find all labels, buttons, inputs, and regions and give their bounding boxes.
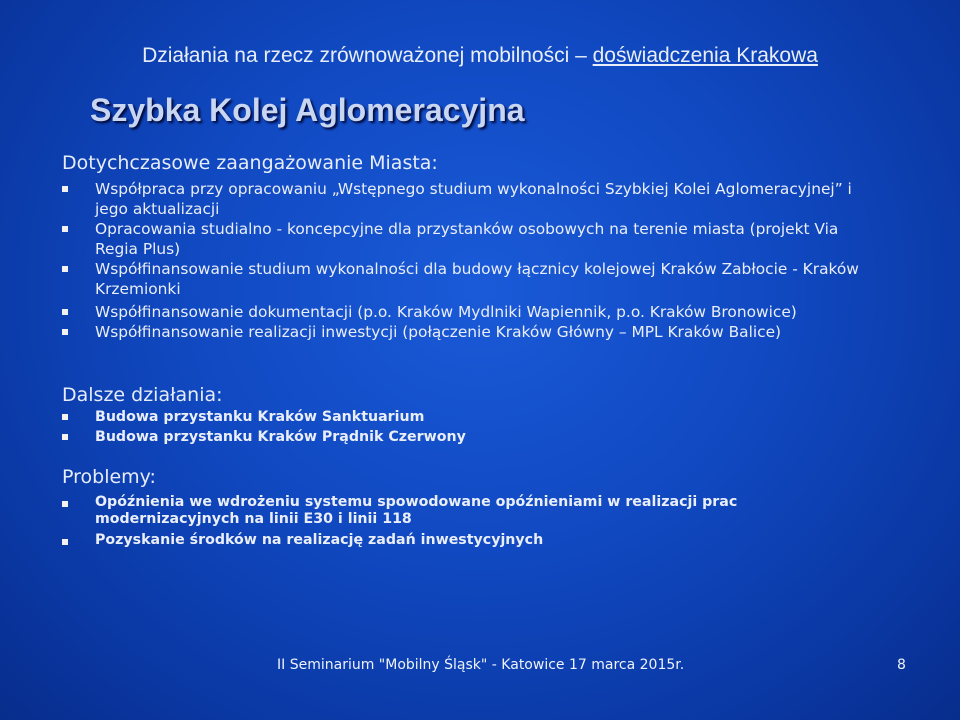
problems-list [62,494,822,553]
square-bullet-icon [62,434,68,440]
list-item-text: Współfinansowanie dokumentacji (p.o. Kraków Mydlniki Wapiennik, p.o. Kraków Bronowice) [95,303,797,321]
slide-header [0,44,960,68]
list-item [62,427,912,447]
square-bullet-icon [62,309,68,315]
current-engagement-list-cont [62,302,892,342]
square-bullet-icon [62,501,68,507]
square-bullet-icon [62,414,68,420]
current-engagement-list [62,179,862,299]
page-number: 8 [897,657,906,673]
square-bullet-icon [62,186,68,192]
section-heading-problems: Problemy: [62,466,156,488]
list-item-text: Pozyskanie środków na realizację zadań inwestycyjnych [95,532,544,548]
section-heading-further-actions: Dalsze działania: [62,384,223,406]
list-item [62,407,912,427]
list-item-text: Współpraca przy opracowaniu „Wstępnego studium wykonalności Szybkiej Kolei Aglomeracyjnej” i jego aktualizacji [95,180,852,218]
further-actions-list [62,407,912,447]
list-item-text: Opóźnienia we wdrożeniu systemu spowodowane opóźnieniami w realizacji prac modernizacyjnych na linii E30 i linii 118 [95,494,738,527]
list-item-text: Opracowania studialno - koncepcyjne dla przystanków osobowych na terenie miasta (projekt Via Regia Plus) [95,220,839,258]
list-item [62,259,862,299]
list-item [62,494,822,528]
list-item [62,302,892,322]
list-item [62,322,892,342]
square-bullet-icon [62,539,68,545]
section-heading-current-engagement: Dotychczasowe zaangażowanie Miasta: [62,152,438,174]
list-item [62,179,862,219]
list-item [62,532,822,549]
list-item-text: Współfinansowanie realizacji inwestycji (połączenie Kraków Główny – MPL Kraków Balice) [95,323,782,341]
list-item-text: Budowa przystanku Kraków Sanktuarium [95,409,425,425]
square-bullet-icon [62,226,68,232]
square-bullet-icon [62,266,68,272]
square-bullet-icon [62,329,68,335]
slide-title: Szybka Kolej Aglomeracyjna [90,92,525,128]
header-link-text: doświadczenia Krakowa [592,44,818,67]
list-item-text: Współfinansowanie studium wykonalności dla budowy łącznicy kolejowej Kraków Zabłocie - Kraków Krzemionki [95,260,859,298]
header-text: Działania na rzecz zrównoważonej mobilności – [142,44,593,67]
list-item-text: Budowa przystanku Kraków Prądnik Czerwony [95,429,466,445]
list-item [62,219,862,259]
slide-footer: II Seminarium "Mobilny Śląsk" - Katowice 17 marca 2015r. [277,657,685,673]
